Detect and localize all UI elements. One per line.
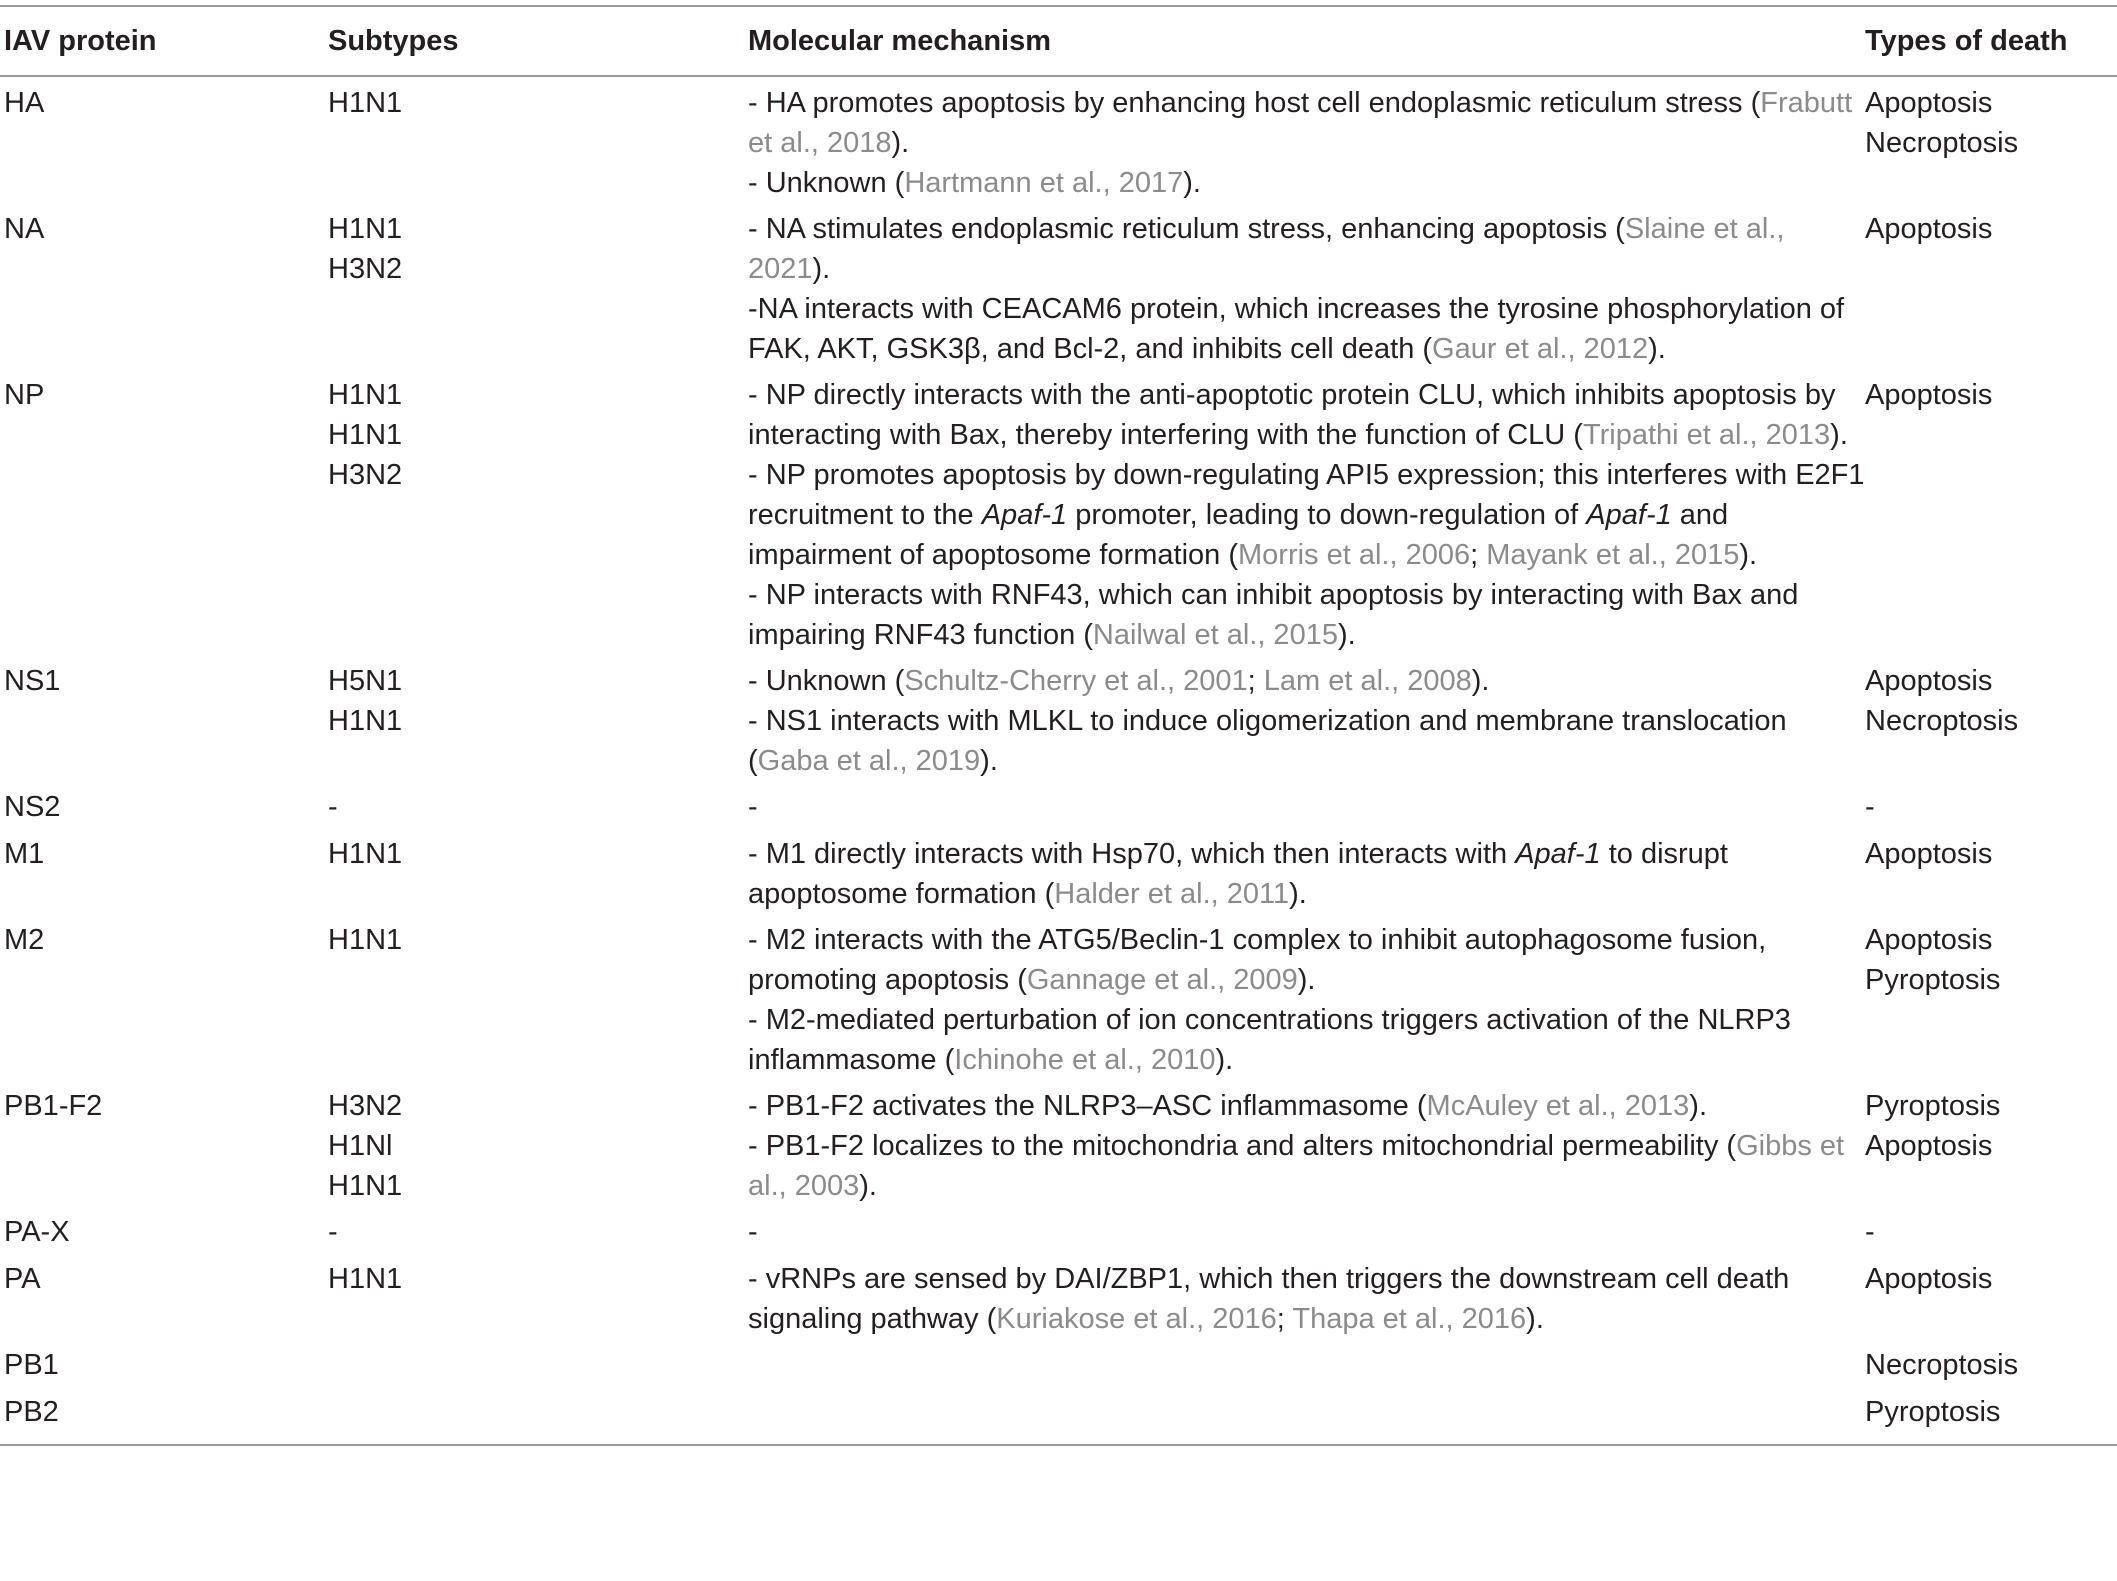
cell-molecular-mechanism [748, 828, 1865, 914]
mechanism-text: ). [1471, 665, 1490, 697]
mechanism-text: - [748, 791, 758, 823]
subtype-value: H1N1 [328, 924, 403, 956]
cell-iav-protein: PB2 [4, 1396, 59, 1428]
death-type: Apoptosis [1865, 665, 1993, 697]
mechanism-text: ). [1183, 167, 1201, 199]
mechanism-text: - NA stimulates endoplasmic reticulum stress, enhancing apoptosis ( [748, 213, 1625, 245]
table-row [0, 1080, 2117, 1206]
citation-link[interactable]: Mayank et al., 2015 [1486, 539, 1740, 571]
header-types-of-death: Types of death [1865, 25, 2068, 57]
table-row [0, 1206, 2117, 1253]
citation-link[interactable]: Nailwal et al., 2015 [1092, 619, 1338, 651]
cell-types-of-death [1865, 1386, 2117, 1445]
citation-link[interactable]: Gaur et al., 2012 [1432, 333, 1649, 365]
mechanism-text: - [748, 1216, 758, 1248]
subtype-value: H1N1 [328, 1170, 403, 1202]
table-row [0, 1339, 2117, 1386]
cell-subtypes [328, 781, 748, 828]
subtype-value: H5N1 [328, 665, 403, 697]
mechanism-text: ). [980, 745, 998, 777]
table-row [0, 76, 2117, 203]
mechanism-entry [748, 1126, 1865, 1206]
mechanism-entry [748, 1000, 1865, 1080]
cell-molecular-mechanism [748, 369, 1865, 655]
mechanism-entry [748, 920, 1865, 1000]
mechanism-entry [748, 701, 1865, 781]
mechanism-entry [748, 375, 1865, 455]
header-row [0, 6, 2117, 76]
mechanism-text: - PB1-F2 activates the NLRP3–ASC inflammasome ( [748, 1090, 1427, 1122]
subtype-value: - [328, 791, 338, 823]
mechanism-text: ). [1739, 539, 1758, 571]
mechanism-text: to disrupt apoptosome formation ( [748, 838, 1728, 910]
cell-iav-protein: PA [4, 1263, 41, 1295]
table-row [0, 914, 2117, 1080]
mechanism-text: ; [1276, 1303, 1293, 1335]
cell-types-of-death [1865, 914, 2117, 1080]
cell-types-of-death [1865, 655, 2117, 781]
cell-iav-protein: NS1 [4, 665, 61, 697]
mechanism-entry [748, 1212, 1865, 1252]
death-type: Apoptosis [1865, 1263, 1993, 1295]
mechanism-entry [748, 209, 1865, 289]
table-row [0, 1253, 2117, 1339]
mechanism-text: - Unknown ( [748, 665, 905, 697]
cell-subtypes [328, 1206, 748, 1253]
citation-link[interactable]: Gibbs et al., 2003 [748, 1130, 1845, 1202]
mechanism-entry [748, 455, 1865, 575]
cell-subtypes [328, 1253, 748, 1339]
mechanism-text: ). [1297, 964, 1316, 996]
citation-link[interactable]: Schultz-Cherry et al., 2001 [904, 665, 1248, 697]
table-row [0, 1386, 2117, 1445]
mechanism-text: ). [1830, 419, 1848, 451]
citation-link[interactable]: Kuriakose et al., 2016 [996, 1303, 1277, 1335]
mechanism-text: ; [1247, 665, 1264, 697]
citation-link[interactable]: Ichinohe et al., 2010 [954, 1044, 1216, 1076]
cell-iav-protein: PA-X [4, 1216, 70, 1248]
cell-subtypes [328, 1339, 748, 1386]
table-row [0, 369, 2117, 655]
citation-link[interactable]: Frabutt et al., 2018 [748, 87, 1853, 159]
mechanism-text: - PB1-F2 localizes to the mitochondria and alters mitochondrial permeability ( [748, 1130, 1737, 1162]
mechanism-entry [748, 787, 1865, 827]
subtype-value: H1Nl [328, 1130, 393, 1162]
death-type: Apoptosis [1865, 1130, 1993, 1162]
citation-link[interactable]: Thapa et al., 2016 [1292, 1303, 1527, 1335]
subtype-value: H1N1 [328, 705, 403, 737]
gene-name: Apaf-1 [981, 499, 1068, 531]
citation-link[interactable]: McAuley et al., 2013 [1426, 1090, 1690, 1122]
cell-iav-protein: NS2 [4, 791, 61, 823]
cell-types-of-death [1865, 1080, 2117, 1206]
subtype-value: H1N1 [328, 419, 403, 451]
death-type: Apoptosis [1865, 379, 1993, 411]
mechanism-entry [748, 834, 1865, 914]
cell-types-of-death [1865, 1253, 2117, 1339]
mechanism-text: ). [891, 127, 910, 159]
gene-name: Apaf-1 [1586, 499, 1672, 531]
mechanism-text: ; [1470, 539, 1487, 571]
subtype-value: H3N2 [328, 459, 403, 491]
citation-link[interactable]: Halder et al., 2011 [1054, 878, 1290, 910]
table-row [0, 203, 2117, 369]
header-iav-protein: IAV protein [4, 25, 157, 57]
cell-subtypes [328, 828, 748, 914]
cell-molecular-mechanism [748, 914, 1865, 1080]
mechanism-text: - M2-mediated perturbation of ion concentrations triggers activation of the NLRP3 inflammasome ( [748, 1004, 1791, 1076]
death-type: Pyroptosis [1865, 1090, 2001, 1122]
mechanism-text: promoter, leading to down-regulation of [1067, 499, 1587, 531]
death-type: Necroptosis [1865, 1349, 2019, 1381]
mechanism-entry [748, 1086, 1865, 1126]
table-row [0, 828, 2117, 914]
death-type: Pyroptosis [1865, 964, 2001, 996]
subtype-value: H1N1 [328, 1263, 403, 1295]
mechanism-entry [748, 289, 1865, 369]
cell-molecular-mechanism [748, 1206, 1865, 1253]
cell-types-of-death [1865, 1339, 2117, 1386]
mechanism-text: ). [1689, 1090, 1708, 1122]
death-type: Pyroptosis [1865, 1396, 2001, 1428]
cell-types-of-death [1865, 369, 2117, 655]
death-type: Apoptosis [1865, 213, 1993, 245]
mechanism-text: - Unknown ( [748, 167, 905, 199]
cell-iav-protein: NA [4, 213, 45, 245]
cell-molecular-mechanism [748, 781, 1865, 828]
cell-types-of-death [1865, 828, 2117, 914]
death-type: Apoptosis [1865, 838, 1993, 870]
cell-molecular-mechanism [748, 1339, 1865, 1386]
subtype-value: - [328, 1216, 338, 1248]
mechanism-entry [748, 83, 1865, 163]
citation-link[interactable]: Gaba et al., 2019 [757, 745, 981, 777]
table-row [0, 655, 2117, 781]
cell-subtypes [328, 369, 748, 655]
iav-protein-table [0, 5, 2117, 1446]
cell-subtypes [328, 76, 748, 203]
cell-types-of-death [1865, 76, 2117, 203]
mechanism-text: - HA promotes apoptosis by enhancing host cell endoplasmic reticulum stress ( [748, 87, 1761, 119]
cell-iav-protein: PB1-F2 [4, 1090, 103, 1122]
mechanism-text: ). [1526, 1303, 1544, 1335]
cell-subtypes [328, 1080, 748, 1206]
table-row [0, 781, 2117, 828]
mechanism-entry [748, 575, 1865, 655]
cell-iav-protein: PB1 [4, 1349, 59, 1381]
mechanism-text: - M2 interacts with the ATG5/Beclin-1 complex to inhibit autophagosome fusion, promoting apoptosis ( [748, 924, 1767, 996]
mechanism-entry [748, 661, 1865, 701]
mechanism-text: ). [1337, 619, 1356, 651]
mechanism-text: - NP promotes apoptosis by down-regulating API5 expression; this interferes with E2F1 recruitment to the [748, 459, 1865, 531]
subtype-value: H3N2 [328, 1090, 403, 1122]
mechanism-text: - M1 directly interacts with Hsp70, which then interacts with [748, 838, 1516, 870]
subtype-value: H1N1 [328, 213, 403, 245]
death-type: Necroptosis [1865, 705, 2019, 737]
cell-types-of-death [1865, 781, 2117, 828]
cell-molecular-mechanism [748, 1253, 1865, 1339]
mechanism-text: ). [812, 253, 831, 285]
header-molecular-mechanism: Molecular mechanism [748, 25, 1051, 57]
death-type: Apoptosis [1865, 924, 1993, 956]
subtype-value: H3N2 [328, 253, 403, 285]
cell-molecular-mechanism [748, 1080, 1865, 1206]
cell-subtypes [328, 203, 748, 369]
citation-link[interactable]: Tripathi et al., 2013 [1582, 419, 1831, 451]
mechanism-text: - NP interacts with RNF43, which can inhibit apoptosis by interacting with Bax and impairing RNF43 function ( [748, 579, 1799, 651]
citation-link[interactable]: Hartmann et al., 2017 [904, 167, 1184, 199]
mechanism-text: ). [859, 1170, 877, 1202]
cell-types-of-death [1865, 203, 2117, 369]
mechanism-text: ). [1648, 333, 1666, 365]
death-type: Necroptosis [1865, 127, 2019, 159]
death-type: - [1865, 791, 1875, 823]
mechanism-text: ). [1289, 878, 1307, 910]
death-type: Apoptosis [1865, 87, 1993, 119]
cell-iav-protein: HA [4, 87, 45, 119]
subtype-value: H1N1 [328, 87, 403, 119]
mechanism-text: - vRNPs are sensed by DAI/ZBP1, which then triggers the downstream cell death signaling pathway ( [748, 1263, 1790, 1335]
mechanism-entry [748, 163, 1865, 203]
cell-subtypes [328, 655, 748, 781]
cell-molecular-mechanism [748, 1386, 1865, 1445]
citation-link[interactable]: Slaine et al., 2021 [748, 213, 1785, 285]
citation-link[interactable]: Gannage et al., 2009 [1026, 964, 1298, 996]
cell-iav-protein: M2 [4, 924, 45, 956]
cell-molecular-mechanism [748, 76, 1865, 203]
header-subtypes: Subtypes [328, 25, 459, 57]
subtype-value: H1N1 [328, 838, 403, 870]
cell-types-of-death [1865, 1206, 2117, 1253]
table-header [0, 6, 2117, 76]
citation-link[interactable]: Morris et al., 2006 [1238, 539, 1471, 571]
cell-subtypes [328, 1386, 748, 1445]
mechanism-text: -NA interacts with CEACAM6 protein, which increases the tyrosine phosphorylation of FAK, AKT, GSK3β, and Bcl-2, and inhibits cell death ( [748, 293, 1845, 365]
cell-molecular-mechanism [748, 655, 1865, 781]
citation-link[interactable]: Lam et al., 2008 [1263, 665, 1472, 697]
mechanism-text: - NS1 interacts with MLKL to induce oligomerization and membrane translocation ( [748, 705, 1787, 777]
cell-iav-protein: NP [4, 379, 45, 411]
table-body [0, 76, 2117, 1445]
mechanism-text: - NP directly interacts with the anti-apoptotic protein CLU, which inhibits apoptosis by interacting with Bax, thereby interfering with the function of CLU ( [748, 379, 1836, 451]
death-type: - [1865, 1216, 1875, 1248]
mechanism-text: ). [1215, 1044, 1234, 1076]
subtype-value: H1N1 [328, 379, 403, 411]
cell-molecular-mechanism [748, 203, 1865, 369]
gene-name: Apaf-1 [1515, 838, 1601, 870]
cell-subtypes [328, 914, 748, 1080]
cell-iav-protein: M1 [4, 838, 45, 870]
mechanism-text: and impairment of apoptosome formation ( [748, 499, 1729, 571]
mechanism-entry [748, 1259, 1865, 1339]
